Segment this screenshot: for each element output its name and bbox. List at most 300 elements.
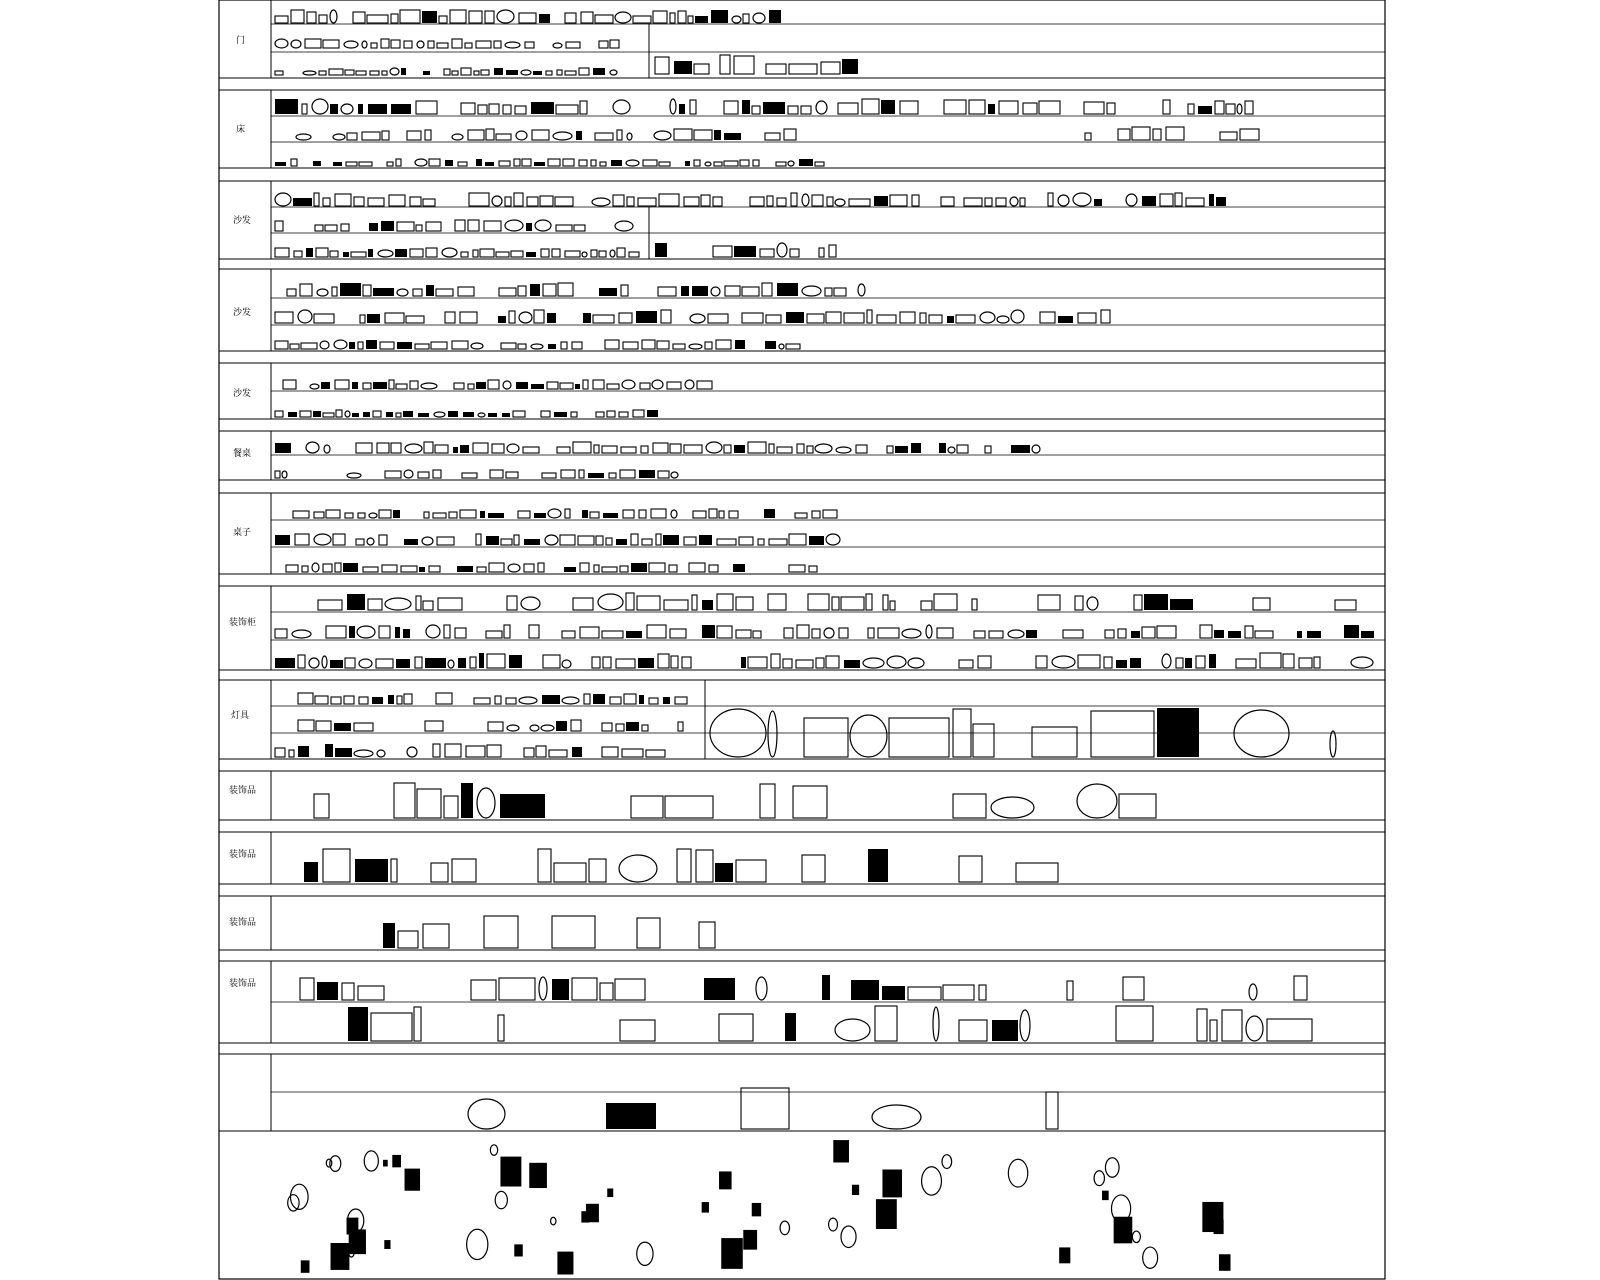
cad-block-symbol — [391, 859, 397, 882]
cad-block-symbol — [1209, 194, 1214, 206]
cad-block-symbol — [435, 445, 448, 453]
cad-block-symbol — [572, 342, 582, 349]
cad-block-symbol — [776, 162, 786, 166]
cad-block-symbol — [548, 344, 556, 349]
cad-block-symbol — [795, 513, 807, 518]
cad-block-symbol — [275, 748, 285, 757]
cad-block-symbol — [768, 711, 777, 757]
cad-block-symbol — [507, 596, 517, 610]
cad-block-symbol — [742, 313, 763, 323]
cad-block-symbol — [466, 746, 485, 757]
section-label: 沙发 — [233, 389, 252, 399]
cad-block-symbol — [1032, 445, 1040, 453]
cad-block-symbol — [541, 411, 550, 417]
cad-block-symbol — [753, 13, 765, 23]
cad-block-symbol — [1216, 197, 1226, 206]
cad-block-symbol — [488, 513, 504, 518]
cad-block-symbol — [476, 159, 482, 166]
cad-block-symbol — [719, 1171, 732, 1189]
cad-block-symbol — [292, 630, 311, 638]
cad-block-symbol — [331, 1243, 350, 1270]
cad-block-symbol — [1157, 626, 1176, 638]
cad-block-symbol — [347, 473, 361, 478]
cad-block-symbol — [503, 381, 511, 389]
cad-block-symbol — [345, 513, 353, 518]
cad-block-symbol — [514, 1244, 522, 1256]
cad-block-symbol — [541, 249, 549, 257]
cad-block-symbol — [623, 342, 638, 349]
cad-block-symbol — [615, 12, 631, 23]
cad-block-symbol — [836, 447, 851, 453]
cad-block-symbol — [473, 443, 488, 453]
cad-block-symbol — [602, 631, 623, 638]
cad-block-symbol — [1010, 197, 1018, 206]
cad-block-symbol — [765, 133, 780, 140]
cad-block-symbol — [684, 537, 696, 545]
cad-block-symbol — [397, 342, 412, 349]
cad-block-symbol — [394, 783, 415, 818]
cad-block-symbol — [497, 10, 514, 23]
cad-block-symbol — [1063, 630, 1083, 638]
cad-block-symbol — [571, 720, 581, 731]
cad-block-symbol — [824, 628, 834, 638]
cad-block-symbol — [1075, 596, 1083, 610]
cad-block-symbol — [425, 658, 446, 668]
cad-block-symbol — [1078, 655, 1100, 668]
cad-block-symbol — [400, 10, 420, 23]
cad-block-symbol — [844, 660, 860, 668]
cad-block-symbol — [529, 1163, 547, 1188]
cad-block-symbol — [671, 472, 678, 478]
cad-block-symbol — [526, 223, 532, 231]
cad-block-symbol — [613, 100, 630, 114]
cad-block-symbol — [705, 342, 712, 349]
cad-block-symbol — [431, 863, 448, 882]
cad-block-symbol — [610, 40, 619, 48]
cad-block-symbol — [1228, 631, 1241, 638]
cad-block-symbol — [488, 413, 497, 417]
cad-block-symbol — [527, 197, 538, 206]
cad-block-symbol — [415, 344, 429, 349]
cad-block-symbol — [580, 101, 587, 114]
cad-block-symbol — [1118, 129, 1130, 140]
cad-block-symbol — [545, 535, 558, 545]
cad-block-symbol — [382, 565, 397, 572]
cad-block-symbol — [579, 470, 584, 478]
cad-block-symbol — [496, 252, 509, 257]
cad-block-symbol — [524, 539, 540, 545]
cad-block-symbol — [711, 287, 720, 296]
cad-block-symbol — [815, 444, 832, 453]
cad-block-symbol — [336, 410, 342, 417]
cad-block-symbol — [460, 312, 477, 323]
cad-block-symbol — [382, 71, 387, 75]
cad-block-symbol — [519, 13, 536, 23]
cad-block-symbol — [595, 15, 613, 23]
cad-block-symbol — [801, 106, 811, 114]
cad-block-symbol — [783, 659, 792, 668]
cad-block-symbol — [363, 567, 378, 572]
cad-block-symbol — [385, 471, 401, 478]
cad-block-symbol — [380, 342, 394, 349]
cad-block-symbol — [467, 1229, 488, 1259]
cad-block-symbol — [637, 596, 660, 610]
cad-block-symbol — [985, 446, 991, 453]
cad-block-symbol — [702, 600, 713, 610]
cad-block-symbol — [552, 979, 569, 1000]
cad-block-symbol — [934, 594, 957, 610]
cad-block-symbol — [702, 625, 715, 638]
cad-block-symbol — [809, 566, 817, 572]
cad-block-symbol — [979, 985, 986, 1000]
cad-block-symbol — [702, 1202, 709, 1213]
cad-block-symbol — [306, 442, 319, 453]
cad-block-symbol — [929, 315, 942, 323]
cad-block-symbol — [508, 564, 520, 572]
cad-block-symbol — [317, 982, 338, 1000]
cad-block-symbol — [887, 446, 893, 453]
cad-block-symbol — [1094, 1171, 1104, 1186]
cad-block-symbol — [822, 975, 830, 1000]
cad-block-symbol — [677, 849, 691, 882]
cad-block-symbol — [387, 162, 393, 166]
cad-block-symbol — [996, 198, 1006, 206]
cad-block-symbol — [682, 657, 691, 668]
cad-block-symbol — [329, 69, 343, 75]
cad-block-symbol — [701, 195, 710, 206]
cad-block-symbol — [804, 718, 848, 757]
cad-block-symbol — [521, 70, 531, 75]
cad-block-symbol — [1016, 863, 1058, 882]
cad-block-symbol — [591, 250, 597, 257]
cad-block-symbol — [593, 694, 605, 704]
cad-block-symbol — [694, 160, 700, 166]
cad-block-symbol — [564, 567, 576, 572]
cad-block-symbol — [602, 567, 617, 572]
cad-block-symbol — [760, 249, 774, 257]
cad-block-symbol — [948, 447, 955, 453]
cad-block-symbol — [809, 536, 824, 545]
cad-block-symbol — [786, 344, 800, 349]
cad-block-symbol — [546, 71, 552, 75]
cad-block-symbol — [533, 71, 542, 75]
cad-block-symbol — [690, 100, 696, 114]
cad-block-symbol — [829, 1218, 838, 1231]
cad-block-symbol — [381, 39, 389, 48]
section-label: 桌子 — [233, 528, 252, 538]
cad-block-symbol — [422, 11, 437, 23]
cad-block-symbol — [505, 42, 520, 48]
cad-block-symbol — [658, 654, 669, 668]
cad-block-symbol — [369, 513, 377, 518]
cad-block-symbol — [752, 1203, 761, 1216]
cad-block-symbol — [422, 537, 433, 545]
cad-block-symbol — [1240, 129, 1259, 140]
cad-block-symbol — [300, 978, 314, 1000]
cad-block-symbol — [291, 10, 304, 23]
cad-block-symbol — [693, 511, 706, 518]
cad-block-symbol — [426, 222, 441, 231]
cad-block-symbol — [470, 657, 476, 668]
cad-block-symbol — [393, 510, 400, 518]
cad-block-symbol — [789, 64, 817, 74]
cad-block-symbol — [762, 283, 772, 296]
cad-block-symbol — [665, 796, 713, 818]
cad-block-symbol — [368, 599, 382, 610]
cad-block-symbol — [1188, 104, 1194, 114]
cad-block-symbol — [302, 104, 307, 114]
cad-block-symbol — [657, 341, 669, 349]
cad-block-symbol — [769, 539, 787, 545]
cad-block-symbol — [415, 159, 427, 166]
cad-block-symbol — [282, 471, 287, 478]
cad-block-symbol — [452, 134, 463, 140]
cad-block-symbol — [1236, 659, 1256, 668]
cad-block-symbol — [444, 796, 458, 818]
cad-block-symbol — [538, 849, 551, 882]
cad-block-symbol — [572, 978, 597, 1000]
cad-block-symbol — [463, 412, 474, 417]
cad-block-symbol — [377, 443, 389, 453]
cad-block-symbol — [696, 850, 713, 882]
cad-block-symbol — [448, 411, 458, 417]
cad-block-symbol — [1160, 194, 1173, 206]
cad-block-symbol — [1048, 193, 1053, 206]
cad-block-symbol — [573, 442, 591, 453]
cad-block-symbol — [638, 198, 656, 206]
cad-block-symbol — [565, 509, 570, 518]
cad-block-symbol — [649, 698, 658, 704]
cad-block-symbol — [670, 99, 676, 114]
cad-block-symbol — [382, 131, 389, 140]
cad-block-symbol — [658, 287, 676, 296]
cad-block-symbol — [900, 101, 918, 114]
cad-block-symbol — [838, 103, 858, 114]
cad-block-symbol — [377, 750, 385, 757]
cad-block-symbol — [538, 563, 544, 572]
cad-block-symbol — [743, 1230, 757, 1250]
cad-block-symbol — [442, 248, 457, 257]
cad-block-symbol — [511, 251, 523, 257]
cad-block-symbol — [392, 1155, 401, 1167]
cad-block-symbol — [1131, 631, 1140, 638]
cad-block-symbol — [626, 593, 634, 610]
cad-block-symbol — [599, 288, 617, 296]
cad-block-symbol — [410, 197, 421, 206]
cad-block-symbol — [989, 631, 1003, 638]
cad-block-symbol — [552, 249, 560, 257]
cad-block-symbol — [980, 312, 995, 323]
cad-block-symbol — [841, 1226, 856, 1247]
cad-block-symbol — [352, 382, 358, 389]
cad-block-symbol — [351, 252, 366, 257]
cad-block-symbol — [461, 103, 475, 114]
cad-block-symbol — [602, 747, 618, 757]
cad-block-symbol — [391, 40, 400, 48]
cad-block-symbol — [379, 535, 387, 545]
cad-block-symbol — [321, 382, 330, 389]
cad-block-symbol — [379, 626, 390, 638]
cad-block-symbol — [588, 473, 604, 478]
cad-block-symbol — [673, 344, 685, 349]
cad-block-symbol — [358, 513, 365, 518]
cad-block-symbol — [485, 11, 494, 23]
cad-block-symbol — [1215, 101, 1224, 114]
cad-block-symbol — [419, 567, 425, 572]
cad-block-symbol — [418, 472, 429, 478]
cad-block-symbol — [821, 62, 840, 74]
cad-block-symbol — [389, 195, 405, 206]
cad-block-symbol — [583, 313, 591, 323]
cad-block-symbol — [298, 655, 305, 668]
cad-block-symbol — [812, 511, 820, 518]
cad-block-symbol — [615, 221, 633, 231]
cad-block-symbol — [882, 986, 905, 1000]
cad-block-symbol — [1209, 654, 1216, 668]
cad-block-symbol — [275, 193, 291, 206]
cad-block-symbol — [317, 289, 328, 296]
cad-block-symbol — [286, 565, 298, 572]
cad-block-symbol — [1186, 198, 1204, 206]
cad-block-symbol — [407, 747, 417, 757]
cad-block-symbol — [294, 251, 302, 257]
cad-block-symbol — [480, 511, 485, 518]
cad-block-symbol — [1104, 657, 1112, 668]
cad-block-symbol — [678, 722, 683, 731]
cad-block-symbol — [1118, 629, 1126, 638]
cad-block-symbol — [1143, 1247, 1158, 1268]
cad-block-symbol — [518, 344, 526, 349]
cad-block-symbol — [283, 380, 296, 389]
cad-block-symbol — [1039, 101, 1060, 114]
cad-block-symbol — [553, 132, 572, 140]
cad-block-symbol — [315, 696, 328, 704]
cad-block-symbol — [1020, 198, 1025, 206]
cad-block-symbol — [404, 694, 412, 704]
cad-block-symbol — [785, 1013, 796, 1041]
cad-block-symbol — [275, 248, 289, 257]
cad-block-symbol — [291, 159, 297, 166]
cad-block-symbol — [777, 243, 787, 257]
cad-block-symbol — [1237, 104, 1242, 114]
cad-block-symbol — [816, 101, 827, 114]
cad-block-symbol — [445, 312, 455, 323]
cad-block-symbol — [359, 659, 372, 668]
cad-block-symbol — [639, 470, 655, 478]
cad-block-symbol — [448, 660, 454, 668]
cad-block-symbol — [1314, 657, 1320, 668]
cad-block-symbol — [733, 564, 745, 572]
cad-block-symbol — [465, 43, 472, 48]
cad-block-symbol — [631, 796, 663, 818]
cad-block-symbol — [366, 340, 377, 349]
cad-block-symbol — [461, 68, 471, 75]
cad-block-symbol — [684, 445, 702, 453]
cad-block-symbol — [912, 195, 919, 206]
cad-block-symbol — [599, 41, 608, 48]
cad-block-symbol — [552, 916, 595, 948]
cad-block-symbol — [425, 721, 443, 731]
cad-block-symbol — [507, 444, 519, 453]
cad-block-symbol — [875, 1006, 897, 1041]
cad-block-symbol — [908, 658, 924, 668]
cad-block-symbol — [535, 220, 551, 231]
cad-block-symbol — [355, 859, 388, 882]
cad-block-symbol — [716, 340, 731, 349]
cad-block-symbol — [307, 12, 316, 23]
cad-block-symbol — [679, 104, 685, 114]
cad-block-symbol — [503, 105, 511, 114]
cad-block-symbol — [639, 695, 644, 704]
cad-block-symbol — [719, 511, 724, 518]
cad-block-symbol — [788, 161, 794, 166]
cad-block-symbol — [769, 444, 774, 453]
cad-block-symbol — [1283, 654, 1294, 668]
cad-block-symbol — [695, 16, 708, 23]
cad-block-symbol — [957, 445, 968, 453]
cad-block-symbol — [515, 106, 526, 114]
cad-block-symbol — [1123, 977, 1144, 1000]
cad-block-symbol — [323, 198, 330, 206]
cad-block-symbol — [816, 658, 824, 668]
cad-block-symbol — [1116, 660, 1127, 668]
cad-block-symbol — [530, 284, 540, 296]
cad-block-symbol — [647, 410, 658, 417]
cad-block-symbol — [1067, 981, 1073, 1000]
cad-block-symbol — [780, 1221, 789, 1235]
cad-block-symbol — [476, 382, 486, 389]
section-label: 装饰柜 — [229, 618, 257, 628]
cad-block-symbol — [429, 159, 440, 166]
cad-block-symbol — [370, 71, 379, 75]
cad-block-symbol — [784, 129, 796, 140]
cad-block-symbol — [373, 382, 387, 389]
cad-block-symbol — [631, 563, 647, 572]
cad-block-symbol — [850, 715, 887, 757]
cad-block-symbol — [638, 658, 654, 668]
cad-block-symbol — [688, 16, 693, 23]
cad-block-symbol — [753, 631, 761, 638]
cad-block-symbol — [596, 536, 603, 545]
cad-block-symbol — [779, 344, 784, 349]
cad-block-symbol — [790, 249, 799, 257]
cad-block-symbol — [725, 286, 740, 296]
cad-block-symbol — [582, 252, 587, 257]
cad-block-symbol — [534, 513, 546, 518]
cad-block-symbol — [944, 100, 966, 114]
cad-block-symbol — [741, 1088, 789, 1129]
cad-block-symbol — [602, 446, 617, 453]
cad-block-symbol — [322, 656, 327, 668]
cad-block-symbol — [325, 744, 333, 757]
cad-block-symbol — [616, 539, 627, 545]
section-label: 装饰品 — [229, 918, 257, 928]
cad-block-symbol — [369, 223, 378, 231]
cad-block-symbol — [354, 197, 364, 206]
cad-block-symbol — [669, 565, 677, 572]
cad-block-symbol — [326, 1159, 332, 1167]
cad-block-symbol — [367, 538, 374, 545]
cad-block-symbol — [478, 413, 485, 417]
cad-block-symbol — [476, 41, 491, 48]
cad-block-symbol — [699, 922, 715, 948]
cad-block-symbol — [554, 412, 567, 417]
cad-block-symbol — [724, 161, 738, 166]
cad-block-symbol — [584, 694, 590, 704]
cad-block-symbol — [486, 129, 494, 140]
cad-block-symbol — [580, 563, 589, 572]
cad-block-symbol — [319, 15, 327, 23]
